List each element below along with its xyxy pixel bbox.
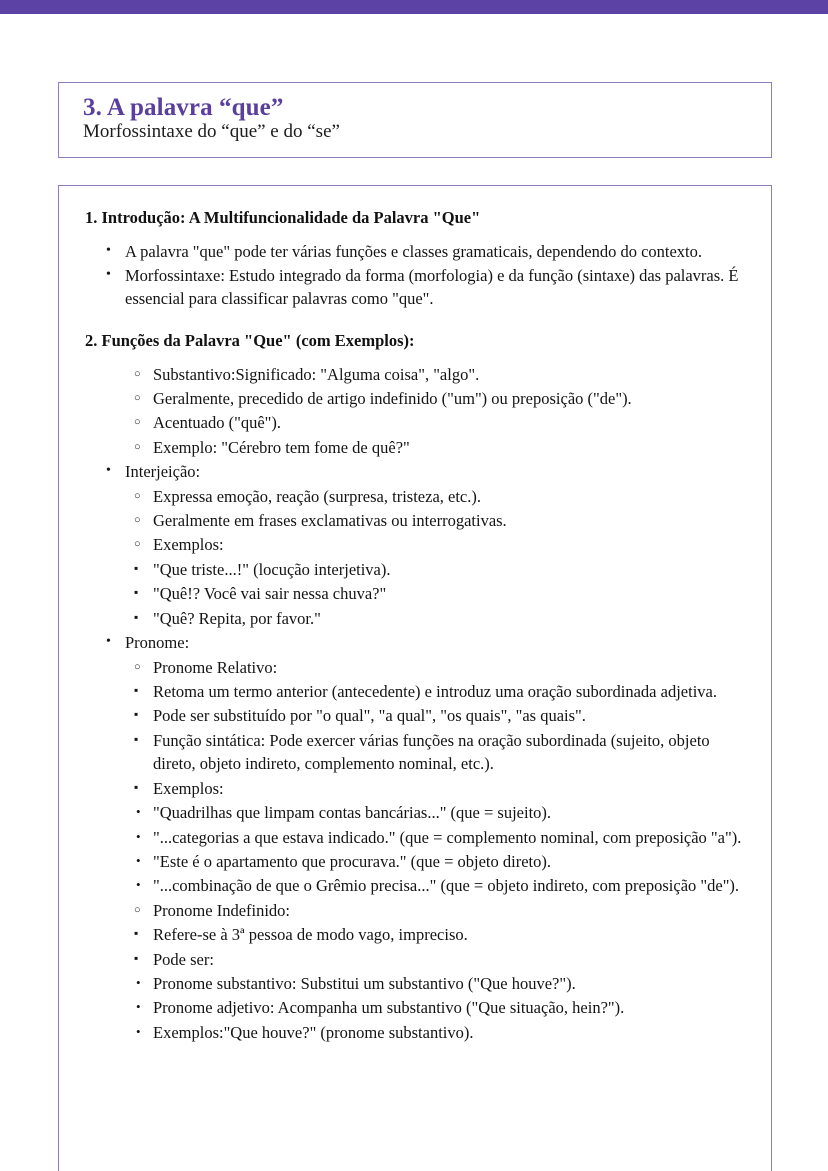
list-item-text: Pronome: xyxy=(125,633,190,653)
list-item xyxy=(125,582,745,605)
pronome-relativo-exemplos xyxy=(85,801,745,898)
bullet-circle-icon: ○ xyxy=(134,391,141,404)
section-heading: 2. Funções da Palavra "Que" (com Exemplos): xyxy=(85,330,415,350)
list-item xyxy=(125,436,745,459)
list-item xyxy=(125,411,745,434)
bullet-disc-icon: • xyxy=(106,463,111,479)
list-item xyxy=(125,972,745,995)
list-item xyxy=(125,729,745,776)
list-item xyxy=(125,948,745,971)
content-card xyxy=(58,185,772,1171)
list-item xyxy=(125,363,745,386)
list-item-text: Substantivo:Significado: "Alguma coisa", "algo". xyxy=(153,364,480,384)
bullet-dot-icon: • xyxy=(136,804,141,820)
list-item-text: "Quê!? Você vai sair nessa chuva?" xyxy=(153,584,387,604)
list-item-text: Pronome substantivo: Substitui um substantivo ("Que houve?"). xyxy=(153,974,576,994)
list-item-text: "...combinação de que o Grêmio precisa..." (que = objeto indireto, com preposição "de"). xyxy=(153,876,740,896)
list-item-text: Acentuado ("quê"). xyxy=(153,413,282,433)
list-item xyxy=(125,656,745,679)
bullet-square-icon: ▪ xyxy=(134,731,139,746)
list-item xyxy=(125,777,745,800)
list-item-text: "Quê? Repita, por favor." xyxy=(153,608,321,628)
bullet-circle-icon: ○ xyxy=(134,514,141,527)
list-item-text: Expressa emoção, reação (surpresa, tristeza, etc.). xyxy=(153,486,481,506)
bullet-circle-icon: ○ xyxy=(134,440,141,453)
list-item-text: Exemplos: xyxy=(153,778,224,798)
interjeicao-group xyxy=(85,460,745,483)
bullet-circle-icon: ○ xyxy=(134,538,141,551)
list-item-text: Retoma um termo anterior (antecedente) e introduz uma oração subordinada adjetiva. xyxy=(153,682,717,701)
list-item-text: Função sintática: Pode exercer várias funções na oração subordinada (sujeito, objeto direto, objeto indireto, complemento nominal, etc.). xyxy=(153,730,710,774)
list-item xyxy=(125,387,745,410)
pronome-relativo-children xyxy=(85,680,745,800)
list-item xyxy=(125,801,745,824)
title-card-inner xyxy=(59,83,771,141)
bullet-square-icon: ▪ xyxy=(134,779,139,794)
list-item xyxy=(125,533,745,556)
bullet-circle-icon: ○ xyxy=(134,489,141,502)
list-item xyxy=(125,680,745,703)
list-item-text: Geralmente em frases exclamativas ou interrogativas. xyxy=(153,511,507,531)
content-body xyxy=(59,186,771,1044)
list-item xyxy=(125,874,745,897)
list-item-text: "Que triste...!" (locução interjetiva). xyxy=(153,559,391,579)
list-item-text: Exemplos: xyxy=(153,535,224,555)
page-title: 3. A palavra “que” xyxy=(83,94,284,121)
bullet-dot-icon: • xyxy=(136,1023,141,1039)
list-item xyxy=(125,996,745,1019)
title-card xyxy=(58,82,772,158)
list-item xyxy=(97,631,745,654)
pronome-group xyxy=(85,631,745,654)
bullet-circle-icon: ○ xyxy=(134,903,141,916)
interjeicao-exemplos xyxy=(85,558,745,630)
list-item xyxy=(97,264,745,311)
pronome-indefinido-children xyxy=(85,923,745,971)
list-item-text: Refere-se à 3ª pessoa de modo vago, impreciso. xyxy=(153,925,468,945)
bullet-square-icon: ▪ xyxy=(134,683,139,697)
list-item-text: "...categorias a que estava indicado." (que = complemento nominal, com preposição "a"). xyxy=(153,827,742,847)
list-item xyxy=(125,558,745,581)
list-item xyxy=(97,460,745,483)
bullet-dot-icon: • xyxy=(136,828,141,844)
list-item xyxy=(125,509,745,532)
bullet-dot-icon: • xyxy=(136,877,141,893)
bullet-square-icon: ▪ xyxy=(134,707,139,722)
list-item-text: Pronome adjetivo: Acompanha um substantivo ("Que situação, hein?"). xyxy=(153,998,625,1018)
list-item xyxy=(125,899,745,922)
bullet-dot-icon: • xyxy=(136,852,141,868)
intro-list xyxy=(85,240,745,311)
list-item xyxy=(125,850,745,873)
bullet-disc-icon: • xyxy=(106,634,111,650)
list-item-text: A palavra "que" pode ter várias funções e classes gramaticais, dependendo do contexto. xyxy=(125,241,703,261)
list-item xyxy=(125,485,745,508)
list-item-text: "Quadrilhas que limpam contas bancárias..." (que = sujeito). xyxy=(153,803,552,823)
bullet-circle-icon: ○ xyxy=(134,660,141,673)
bullet-square-icon: ▪ xyxy=(134,950,139,965)
list-item-text: Interjeição: xyxy=(125,462,201,482)
bullet-dot-icon: • xyxy=(136,975,141,991)
bullet-square-icon: ▪ xyxy=(134,560,139,575)
list-item xyxy=(125,923,745,946)
list-item xyxy=(125,704,745,727)
page-subtitle: Morfossintaxe do “que” e do “se” xyxy=(83,120,340,142)
top-accent-bar xyxy=(0,0,828,14)
section-funcoes xyxy=(85,331,745,1044)
bullet-dot-icon: • xyxy=(136,999,141,1015)
pronome-indefinido-label xyxy=(85,899,745,922)
list-item xyxy=(125,826,745,849)
pronome-relativo-label xyxy=(85,656,745,679)
list-item-text: Pode ser: xyxy=(153,949,214,969)
document-page xyxy=(0,14,828,1171)
substantivo-list xyxy=(85,363,745,460)
list-item-text: Exemplo: "Cérebro tem fome de quê?" xyxy=(153,437,410,457)
bullet-square-icon: ▪ xyxy=(134,585,139,600)
list-item-text: Pronome Indefinido: xyxy=(153,900,291,920)
list-item-text: Exemplos:"Que houve?" (pronome substantivo). xyxy=(153,1022,474,1042)
list-item xyxy=(97,240,745,263)
bullet-disc-icon: • xyxy=(106,267,111,283)
list-item-text: Morfossintaxe: Estudo integrado da forma (morfologia) e da função (sintaxe) das palavras. É essencial para classificar palavras como "que". xyxy=(125,266,739,309)
list-item-text: Geralmente, precedido de artigo indefinido ("um") ou preposição ("de"). xyxy=(153,388,632,408)
list-item-text: "Este é o apartamento que procurava." (que = objeto direto). xyxy=(153,851,551,871)
list-item-text: Pronome Relativo: xyxy=(153,657,278,677)
pronome-indefinido-tipos xyxy=(85,972,745,1044)
bullet-circle-icon: ○ xyxy=(134,367,141,380)
section-heading: 1. Introdução: A Multifuncionalidade da Palavra "Que" xyxy=(85,208,481,227)
bullet-disc-icon: • xyxy=(106,242,111,258)
list-item xyxy=(125,607,745,630)
bullet-circle-icon: ○ xyxy=(134,416,141,429)
section-introducao xyxy=(85,208,745,311)
bullet-square-icon: ▪ xyxy=(134,926,139,941)
list-item xyxy=(125,1021,745,1044)
bullet-square-icon: ▪ xyxy=(134,609,139,624)
list-item-text: Pode ser substituído por "o qual", "a qual", "os quais", "as quais". xyxy=(153,706,586,726)
interjeicao-children xyxy=(85,485,745,557)
